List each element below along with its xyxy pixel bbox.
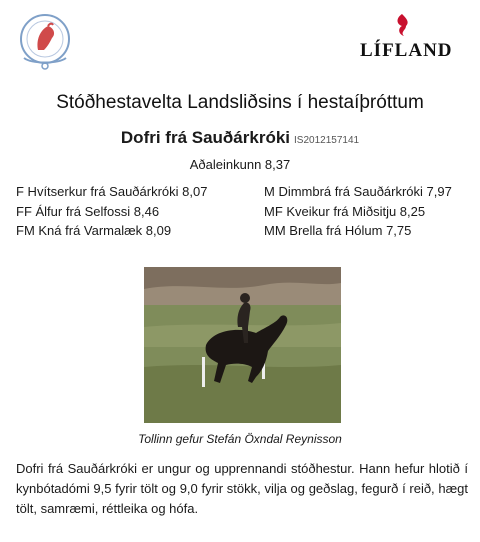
horse-name: Dofri frá Sauðárkróki bbox=[120, 128, 291, 147]
landslid-emblem-logo bbox=[14, 10, 76, 72]
pedigree-dam-line: MF Kveikur frá Miðsitju 8,25 bbox=[264, 203, 426, 219]
horse-description: Dofri frá Sauðárkróki er ungur og upprennandi stóðhestur. Hann hefur hlotið í kynbótadómi 9,5 fyrir tölt og 9,0 fyrir stökk, vilja og geðslag, fegurð í reið, hægt tölt, samræmi, réttleika og hófa. bbox=[16, 461, 468, 516]
pedigree-table bbox=[16, 182, 456, 241]
horse-heading bbox=[0, 128, 480, 148]
page-title: Stóðhestavelta Landsliðsins í hestaíþróttum bbox=[56, 92, 424, 113]
pedigree-sire-line: F Hvítserkur frá Sauðárkróki 8,07 bbox=[16, 184, 208, 199]
pedigree-dam-line: MM Brella frá Hólum 7,75 bbox=[264, 223, 412, 238]
lifland-logo bbox=[360, 12, 453, 62]
pedigree-dam-line: M Dimmbrá frá Sauðárkróki 7,97 bbox=[264, 184, 452, 199]
horse-registration: IS2012157141 bbox=[294, 135, 360, 146]
horse-head-emblem-icon bbox=[14, 10, 76, 72]
pedigree-row bbox=[16, 202, 456, 222]
pedigree-row bbox=[16, 221, 456, 241]
horse-rider-photo bbox=[144, 267, 341, 423]
lifland-brand-text: LÍFLAND bbox=[360, 40, 453, 61]
pedigree-sire-line: FF Álfur frá Selfossi 8,46 bbox=[16, 203, 160, 219]
pedigree-row bbox=[16, 182, 456, 202]
horse-photo bbox=[144, 267, 341, 423]
total-score: Aðaleinkunn 8,37 bbox=[189, 157, 291, 172]
lifland-flame-icon bbox=[390, 12, 414, 38]
photo-caption: Tollinn gefur Stefán Öxndal Reynisson bbox=[138, 432, 342, 446]
pedigree-sire-line: FM Kná frá Varmalæk 8,09 bbox=[16, 223, 172, 238]
